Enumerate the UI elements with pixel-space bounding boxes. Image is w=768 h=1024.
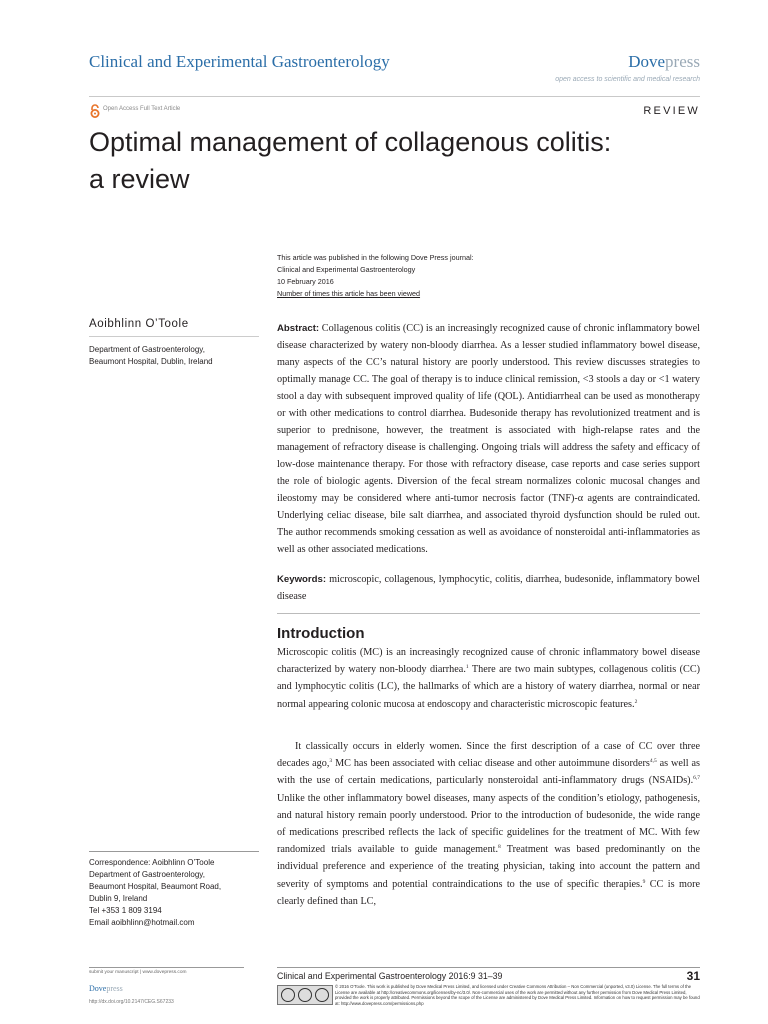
reference-link[interactable]: 9 [642, 878, 646, 885]
citation-line: Clinical and Experimental Gastroenterology 2016:9 31–39 [277, 971, 503, 981]
author-affiliation [89, 344, 269, 368]
footer-logo-dove: Dove [89, 984, 107, 993]
correspondence-line: Beaumont Hospital, Beaumont Road, [89, 882, 222, 891]
submit-manuscript-link[interactable]: submit your manuscript | www.dovepress.com [89, 970, 187, 975]
title-line-2: a review [89, 164, 190, 194]
reference-link[interactable]: 3 [329, 758, 333, 765]
header-divider [89, 96, 700, 97]
publisher-logo-dove: Dove [628, 52, 666, 71]
keywords-text: microscopic, collagenous, lymphocytic, colitis, diarrhea, budesonide, inflammatory bowel disease [277, 574, 700, 602]
correspondence-phone: Tel +353 1 809 3194 [89, 906, 162, 915]
reference-link[interactable]: 8 [498, 844, 501, 851]
pub-info-date: 10 February 2016 [277, 277, 334, 286]
abstract-divider [277, 613, 700, 614]
correspondence-line: Correspondence: Aoibhlinn O’Toole [89, 858, 215, 867]
correspondence-line: Dublin 9, Ireland [89, 894, 148, 903]
body-paragraph [277, 644, 700, 713]
affiliation-line: Department of Gastroenterology, [89, 345, 205, 354]
paragraph-text: Unlike the other inflammatory bowel diseases, many aspects of the condition’s etiology, pathogenesis, and natural history remain poorly understood. Prior to the introduction of budesonide, the wide range of medications prescribed reflects the lack of specific guidelines for the treatment of MC. With few randomized trials available to guide management. [277, 792, 700, 856]
affiliation-line: Beaumont Hospital, Dublin, Ireland [89, 357, 213, 366]
footer-divider-right [277, 967, 700, 968]
author-divider [89, 336, 259, 337]
footer-divider-left [89, 967, 244, 968]
paragraph-text: CC is more clearly defined than LC, [277, 878, 700, 907]
publication-info [277, 252, 507, 300]
title-line-1: Optimal management of collagenous colitis: [89, 127, 612, 157]
article-title [89, 124, 689, 198]
abstract [277, 320, 700, 558]
cc-icon [281, 988, 295, 1002]
journal-title[interactable]: Clinical and Experimental Gastroenterology [89, 52, 390, 71]
footer-publisher-logo[interactable] [89, 984, 123, 993]
paragraph-text: MC has been associated with celiac disease and other autoimmune disorders [332, 758, 650, 770]
publisher-tagline: open access to scientific and medical research [555, 76, 700, 83]
creative-commons-license-icon[interactable] [277, 985, 333, 1005]
correspondence-email[interactable]: Email aoibhlinn@hotmail.com [89, 918, 195, 927]
paragraph-text: as well as with the use of certain medications, particularly nonsteroidal anti-inflammatory drugs (NSAIDs). [277, 758, 700, 787]
author-name: Aoibhlinn O’Toole [89, 318, 189, 330]
article-type-label: REVIEW [643, 105, 700, 117]
footer-logo-press: press [106, 984, 123, 993]
reference-link[interactable]: 2 [634, 698, 638, 705]
paragraph-text: It classically occurs in elderly women. Since the first description of a case of CC over three decades ago, [277, 741, 700, 770]
reference-link[interactable]: 4,5 [649, 758, 657, 765]
keywords-label: Keywords: [277, 574, 327, 585]
correspondence-line: Department of Gastroenterology, [89, 870, 205, 879]
section-heading-introduction: Introduction [277, 625, 365, 642]
body-paragraph [277, 738, 700, 910]
reference-link[interactable]: 1 [465, 664, 469, 671]
keywords [277, 571, 700, 605]
by-icon [298, 988, 312, 1002]
pub-info-line: This article was published in the following Dove Press journal: [277, 253, 474, 262]
open-access-label: Open Access Full Text Article [103, 106, 181, 112]
publisher-logo-press: press [665, 52, 700, 71]
publisher-logo[interactable] [628, 52, 700, 72]
correspondence-divider [89, 851, 259, 852]
abstract-text: Collagenous colitis (CC) is an increasingly recognized cause of chronic inflammatory bowel disease characterized by watery non-bloody diarrhea. As a lesser studied inflammatory bowel disease, many aspects of the CC’s natural history are poorly understood. This review discusses strategies to optimally manage CC. The goal of therapy is to induce clinical remission, <3 stools a day or <1 watery stool a day with subsequent improved quality of life (QOL). Antidiarrheal can be used as monotherapy or with other medications to control diarrhea. Budesonide therapy has revolutionized treatment and is superior to prednisone, however, the treatment is associated with high-relapse rates and the management of refractory disease is challenging. Ongoing trials will address the safety and efficacy of low-dose maintenance therapy. For those with refractory disease, case reports and case series support the role of biologic agents. Diversion of the fecal stream normalizes colonic mucosal changes and ileostomy may be considered where anti-tumor necrosis factor (TNF)-α agents are contraindicated. Underlying celiac disease, bile salt diarrhea, and associated thyroid dysfunction should be ruled out. The author recommends smoking cessation as well as avoidance of nonsteroidal anti-inflammatories as well as other associated medications. [277, 323, 700, 555]
page-number: 31 [686, 969, 700, 983]
views-link[interactable]: Number of times this article has been viewed [277, 289, 421, 298]
correspondence-block [89, 857, 274, 929]
doi-link[interactable]: http://dx.doi.org/10.2147/CEG.S67233 [89, 999, 174, 1005]
license-text: © 2016 O’Toole. This work is published by Dove Medical Press Limited, and licensed under Creative Commons Attribution – Non Commercial (unported, v3.0) License. The full terms of the License are available at http://creativecommons.org/licenses/by-nc/3.0/. Non-commercial uses of the work are permitted without any further permission from Dove Medical Press Limited, provided the work is properly attributed. Permissions beyond the scope of the License are administered by Dove Medical Press Limited. Information on how to request permission may be found at: http://www.dovepress.com/permissions.php [335, 984, 700, 1006]
pub-info-journal: Clinical and Experimental Gastroenterology [277, 265, 416, 274]
nc-icon [315, 988, 329, 1002]
paragraph-text: Microscopic colitis (MC) is an increasingly recognized cause of chronic inflammatory bowel disease characterized by watery non-bloody diarrhea. [277, 647, 700, 676]
paragraph-text: Treatment was based predominantly on the individual preference and experience of the treating physician, taking into account the pattern and severity of symptoms and potential contraindications to the use of specific therapies. [277, 844, 701, 890]
open-access-lock-icon [89, 104, 101, 118]
paragraph-text: There are two main subtypes, collagenous colitis (CC) and lymphocytic colitis (LC), the hallmarks of which are a history of watery diarrhea, normal or near normal appearing colonic mucosa at endoscopy and characteristic microscopic features. [277, 664, 701, 710]
abstract-label: Abstract: [277, 323, 320, 334]
reference-link[interactable]: 6,7 [693, 775, 700, 782]
